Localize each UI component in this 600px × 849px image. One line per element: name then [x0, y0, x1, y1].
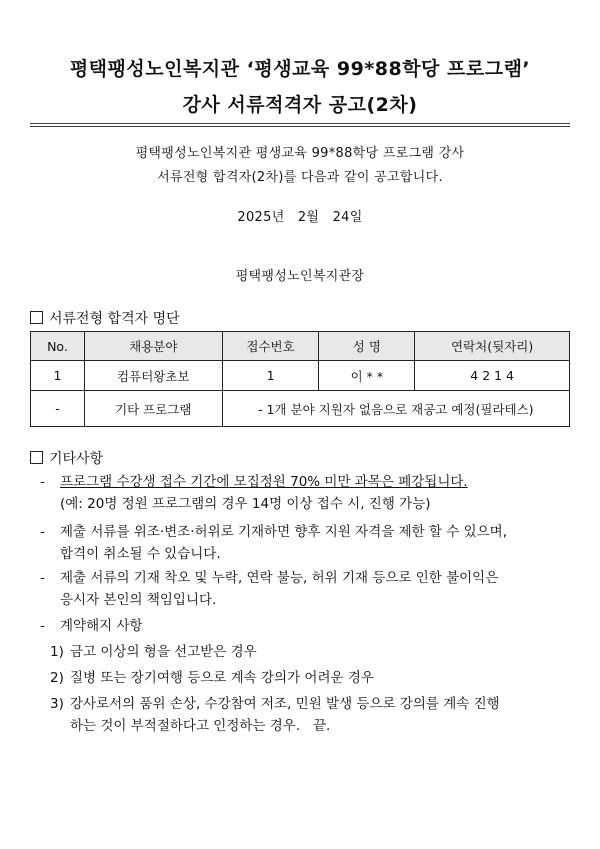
list-item-text: 제출 서류의 기재 착오 및 누락, 연락 불능, 허위 기재 등으로 인한 불이익은: [60, 570, 499, 586]
list-item-text: 제출 서류를 위조·변조·허위로 기재하면 향후 지원 자격을 제한 할 수 있으며,: [60, 524, 508, 540]
list-item-text: 응시자 본인의 책임입니다.: [60, 592, 217, 608]
column-header: No.: [31, 332, 85, 361]
organization-signature: 평택팽성노인복지관장: [235, 269, 365, 284]
applicants-table: [30, 331, 570, 427]
table-cell: 1: [31, 361, 85, 391]
list-item-text: 합격이 취소될 수 있습니다.: [60, 546, 221, 562]
dash-bullet: -: [40, 570, 45, 586]
title-line-2: 강사 서류적격자 공고(2차): [182, 94, 418, 116]
sub-item-number: 3): [50, 696, 64, 712]
section-heading-text: 서류전형 합격자 명단: [49, 311, 180, 327]
dash-bullet: -: [40, 524, 45, 540]
table-row: [31, 391, 570, 427]
sub-item-number: 1): [50, 644, 64, 660]
sub-item-number: 2): [50, 670, 64, 686]
sub-item-text: 강사로서의 품위 손상, 수강참여 저조, 민원 발생 등으로 강의를 계속 진행: [70, 696, 500, 712]
announcement-date: 2025년 2월 24일: [237, 210, 363, 225]
table-cell: 1: [222, 361, 319, 391]
list-item-text: 계약해지 사항: [60, 618, 143, 634]
title-line-1: 평택팽성노인복지관 ‘평생교육 99*88학당 프로그램’: [69, 58, 531, 80]
sub-item-text: 금고 이상의 형을 선고받은 경우: [70, 644, 257, 660]
table-cell: 4 2 1 4: [415, 361, 570, 391]
section-heading-notes: [30, 448, 103, 468]
column-header: 채용분야: [84, 332, 222, 361]
title-divider-top: [30, 123, 570, 124]
section-heading-text: 기타사항: [49, 451, 104, 467]
column-header: 성 명: [319, 332, 415, 361]
checkbox-square-icon: [30, 311, 43, 324]
table-cell-merged: - 1개 분야 지원자 없음으로 재공고 예정(필라테스): [222, 391, 569, 427]
table-row: [31, 361, 570, 391]
sub-item-text: 하는 것이 부적절하다고 인정하는 경우. 끝.: [70, 718, 331, 734]
checkbox-square-icon: [30, 451, 43, 464]
sub-item-text: 질병 또는 장기여행 등으로 계속 강의가 어려운 경우: [70, 670, 374, 686]
list-item-text: (예: 20명 정원 프로그램의 경우 14명 이상 접수 시, 진행 가능): [60, 496, 431, 512]
table-cell: 기타 프로그램: [84, 391, 222, 427]
intro-line-2: 서류전형 합격자(2차)를 다음과 같이 공고합니다.: [157, 170, 443, 185]
section-heading-applicants: [30, 308, 180, 328]
list-item-text: 프로그램 수강생 접수 기간에 모집정원 70% 미만 과목은 폐강됩니다.: [60, 474, 468, 490]
dash-bullet: -: [40, 618, 45, 634]
intro-line-1: 평택팽성노인복지관 평생교육 99*88학당 프로그램 강사: [135, 146, 465, 161]
column-header: 연락처(뒷자리): [415, 332, 570, 361]
table-header-row: [31, 332, 570, 361]
table-cell: 컴퓨터왕초보: [84, 361, 222, 391]
title-divider-bottom: [30, 126, 570, 127]
table-cell: 이 * *: [319, 361, 415, 391]
dash-bullet: -: [40, 474, 45, 490]
column-header: 접수번호: [222, 332, 319, 361]
table-cell: -: [31, 391, 85, 427]
